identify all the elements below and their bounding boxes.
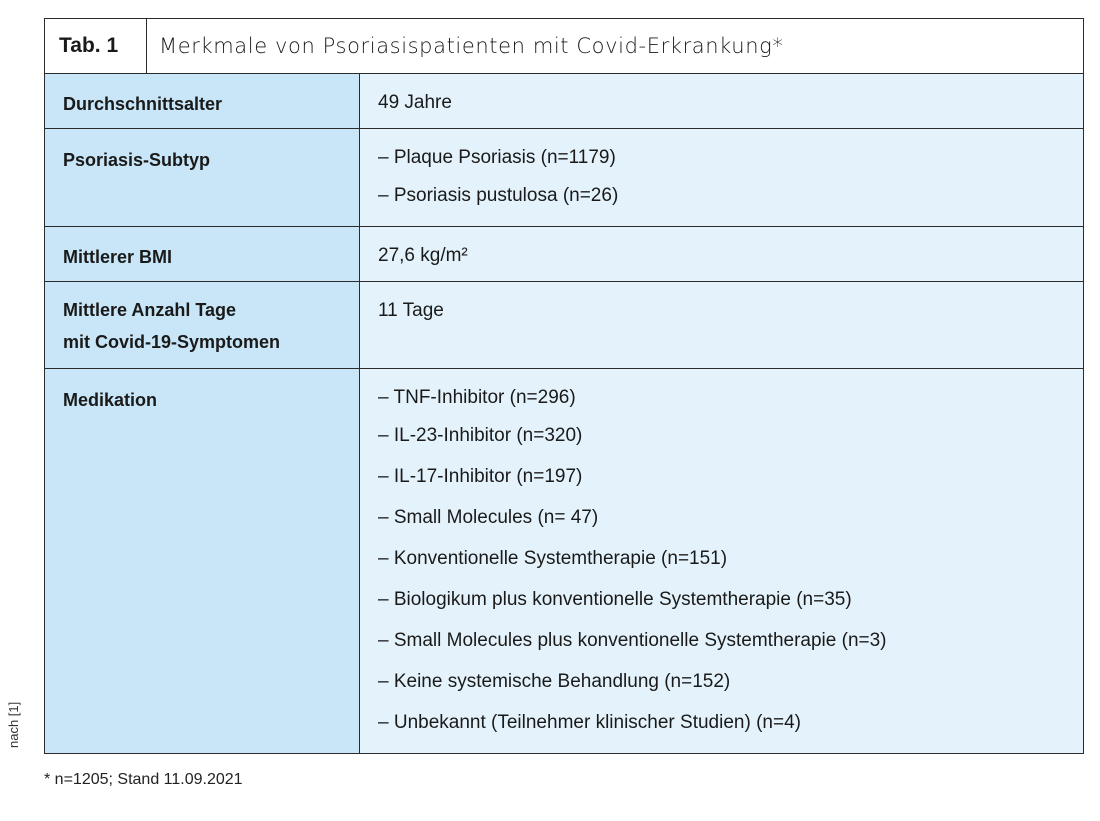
row-value: – IL-17-Inhibitor (n=197) bbox=[378, 466, 583, 487]
row-header bbox=[45, 282, 360, 368]
row-value: – Small Molecules (n= 47) bbox=[378, 507, 599, 528]
table-row bbox=[45, 74, 1083, 129]
table-label: Tab. 1 bbox=[45, 19, 147, 73]
row-header bbox=[45, 369, 360, 753]
row-header bbox=[45, 227, 360, 281]
row-value: – Plaque Psoriasis (n=1179) bbox=[378, 147, 616, 168]
row-value: – Small Molecules plus konventionelle Systemtherapie (n=3) bbox=[378, 630, 887, 651]
table-title: Merkmale von Psoriasispatienten mit Covid-Erkrankung* bbox=[159, 34, 784, 58]
footnote: * n=1205; Stand 11.09.2021 bbox=[44, 771, 243, 788]
data-table bbox=[44, 18, 1084, 754]
table-row bbox=[45, 282, 1083, 369]
row-header-line: Mittlerer BMI bbox=[63, 247, 173, 267]
row-header bbox=[45, 129, 360, 226]
table-row bbox=[45, 129, 1083, 227]
row-header-line: Durchschnittsalter bbox=[63, 94, 223, 114]
row-value: – Keine systemische Behandlung (n=152) bbox=[378, 671, 731, 692]
row-value: – Konventionelle Systemtherapie (n=151) bbox=[378, 548, 728, 569]
row-value-cell bbox=[360, 369, 1083, 753]
row-header-line: Mittlere Anzahl Tage bbox=[63, 300, 237, 320]
row-value-cell bbox=[360, 282, 1083, 368]
row-value: – Biologikum plus konventionelle Systemtherapie (n=35) bbox=[378, 589, 852, 610]
row-header-line: mit Covid-19-Symptomen bbox=[63, 332, 281, 352]
row-value-cell bbox=[360, 74, 1083, 128]
table-title-row bbox=[45, 19, 1083, 74]
table-row bbox=[45, 369, 1083, 753]
row-header-line: Medikation bbox=[63, 390, 158, 410]
row-value: – TNF-Inhibitor (n=296) bbox=[378, 387, 576, 408]
row-value-cell bbox=[360, 129, 1083, 226]
row-header bbox=[45, 74, 360, 128]
source-note: nach [1] bbox=[6, 701, 21, 748]
row-value: 11 Tage bbox=[378, 300, 444, 321]
row-header-line: Psoriasis-Subtyp bbox=[63, 150, 211, 170]
row-value: 27,6 kg/m² bbox=[378, 245, 468, 266]
table-row bbox=[45, 227, 1083, 282]
row-value: – Unbekannt (Teilnehmer klinischer Studien) (n=4) bbox=[378, 712, 801, 733]
row-value-cell bbox=[360, 227, 1083, 281]
row-value: – IL-23-Inhibitor (n=320) bbox=[378, 425, 583, 446]
row-value: 49 Jahre bbox=[378, 92, 452, 113]
row-value: – Psoriasis pustulosa (n=26) bbox=[378, 185, 619, 206]
